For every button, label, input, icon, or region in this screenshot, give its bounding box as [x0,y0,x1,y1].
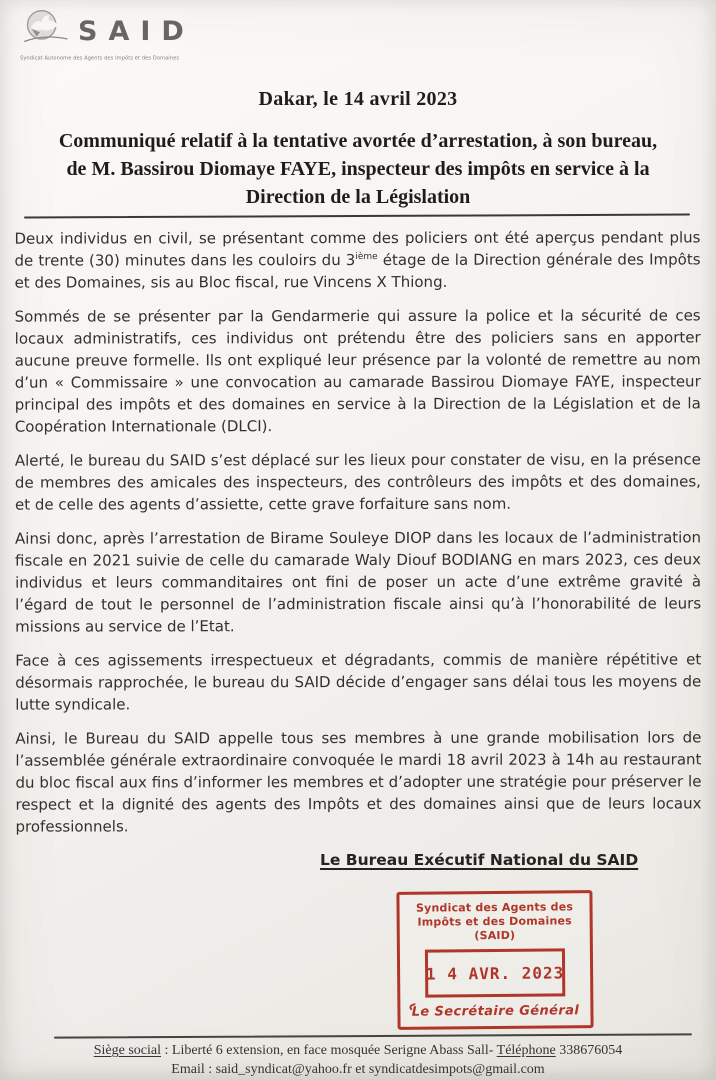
document-title: Communiqué relatif à la tentative avortée d’arrestation, à son bureau, de M. Bassirou Diomaye FAYE, inspecteur des impôts en service à la Direction de la Législation [58,130,658,208]
siege-social-label: Siège social [93,1043,161,1058]
footer-rule [54,1033,692,1038]
logo-acronym: SAID [78,15,195,47]
paragraph-4: Ainsi donc, après l’arrestation de Birame Souleye DIOP dans les locaux de l’administration fiscale en 2021 suivie de celle du camarade Waly Diouf BODIANG en mars 2023, ces deux individus et leurs commanditaires ont fini de poser un acte d’une extrême gravité à l’égard de tout le personnel de l’administration fiscale ainsi qu’à l’honorabilité de leurs missions au service de l’Etat. [14,528,702,636]
document-body [14,226,701,837]
stamp-org-line2: Impôts et des Domaines (SAID) [417,914,572,943]
paragraph-5: Face à ces agissements irrespectueux et dégradants, commis de manière répétitive et désormais rapprochée, le bureau du SAID décide d’engager sans délai tous les moyens de lutte syndicale. [15,650,702,714]
telephone-value: 338676054 [555,1043,623,1058]
telephone-label: Téléphone [496,1043,556,1058]
stamp-date: 1 4 AVR. 2023 [425,962,565,984]
footer-address-line [0,1041,716,1060]
title-underline-rule [24,214,690,219]
paragraph-1 [14,226,700,293]
logo-subtitle: Syndicat Autonome des Agents des Impôts et des Domaines [20,55,180,61]
ordinal-superscript: ième [355,251,378,263]
document-footer [0,1035,716,1079]
paragraph-1-text: Deux individus en civil, se présentant comme des policiers ont été aperçus pendant plus de trente (30) minutes dans les couloirs du 3 [14,228,701,270]
paragraph-2: Sommés de se présenter par la Gendarmerie qui assure la police et la sécurité de ces locaux administratifs, ces individus ont prétendu être des policiers sans en apporter aucune preuve formelle. Ils ont expliqué leur présence par la volonté de remettre au nom d’un « Commissaire » une convocation au camarade Bassirou Diomaye FAYE, inspecteur principal des impôts et des domaines en service à la Direction de la Législation et de la Coopération Internationale (DLCI). [14,306,701,436]
paragraph-1-text-cont: étage de la Direction générale des Impôts et des Domaines, sis au Bloc fiscal, rue Vincens X Thiong. [14,250,701,292]
stamp-org-line1: Syndicat des Agents des [415,900,574,915]
footer-email-line: Email : said_syndicat@yahoo.fr et syndicatdesimpots@gmail.com [171,1062,545,1077]
official-stamp [396,890,593,1030]
signature-line: Le Bureau Exécutif National du SAID [320,851,639,869]
paragraph-6: Ainsi, le Bureau du SAID appelle tous ses membres à une grande mobilisation lors de l’assemblée générale extraordinaire convoquée le mardi 18 avril 2023 à 14h au restaurant du bloc fiscal aux fins d’informer les membres et d’adopter une stratégie pour préserver le respect et la dignité des agents des Impôts et des domaines ainsi que de leurs locaux professionnels. [15,728,702,836]
dateline: Dakar, le 14 avril 2023 [258,88,458,110]
stamp-signatory: Le Secrétaire Général [411,1003,580,1020]
stamp-date-box [425,948,565,997]
dove-icon [20,7,70,55]
said-logo [20,7,207,62]
siege-social-value: : Liberté 6 extension, en face mosquée Serigne Abass Sall- [161,1043,497,1058]
paragraph-3: Alerté, le bureau du SAID s’est déplacé sur les lieux pour constater de visu, en la présence de membres des amicales des inspecteurs, des contrôleurs des impôts et des domaines, et de celle des agents d’assiette, cette grave forfaiture sans nom. [14,450,701,514]
